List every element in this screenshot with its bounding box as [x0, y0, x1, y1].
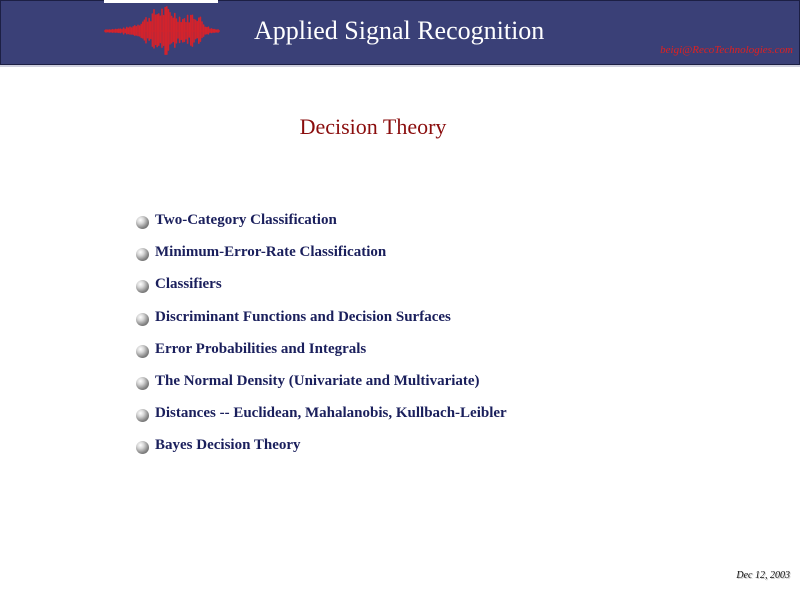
list-item [136, 244, 507, 276]
slide-date: Dec 12, 2003 [736, 570, 790, 581]
sphere-bullet-icon [136, 313, 149, 326]
bullet-text: The Normal Density (Univariate and Multivariate) [155, 372, 480, 389]
logo-top-strip [104, 0, 218, 3]
sphere-bullet-icon [136, 441, 149, 454]
sphere-bullet-icon [136, 345, 149, 358]
bullet-text: Discriminant Functions and Decision Surfaces [155, 308, 451, 325]
contact-email: beigi@RecoTechnologies.com [660, 44, 793, 56]
list-item [136, 309, 507, 341]
sphere-bullet-icon [136, 377, 149, 390]
bullet-list [136, 212, 507, 470]
bullet-text: Minimum-Error-Rate Classification [155, 244, 387, 261]
sphere-bullet-icon [136, 409, 149, 422]
bullet-text: Bayes Decision Theory [155, 437, 301, 454]
bullet-text: Two-Category Classification [155, 212, 337, 228]
waveform-logo-icon [104, 4, 220, 60]
list-item [136, 405, 507, 437]
header-shadow [0, 65, 800, 67]
sphere-bullet-icon [136, 280, 149, 293]
sphere-bullet-icon [136, 216, 149, 229]
sphere-bullet-icon [136, 248, 149, 261]
bullet-text: Distances -- Euclidean, Mahalanobis, Kullbach-Leibler [155, 405, 507, 422]
bullet-text: Error Probabilities and Integrals [155, 340, 367, 357]
slide-title: Decision Theory [299, 114, 447, 139]
list-item [136, 212, 507, 244]
app-title: Applied Signal Recognition [254, 16, 545, 45]
list-item [136, 373, 507, 405]
bullet-text: Classifiers [155, 276, 222, 293]
list-item [136, 276, 507, 308]
list-item [136, 437, 507, 469]
list-item [136, 341, 507, 373]
